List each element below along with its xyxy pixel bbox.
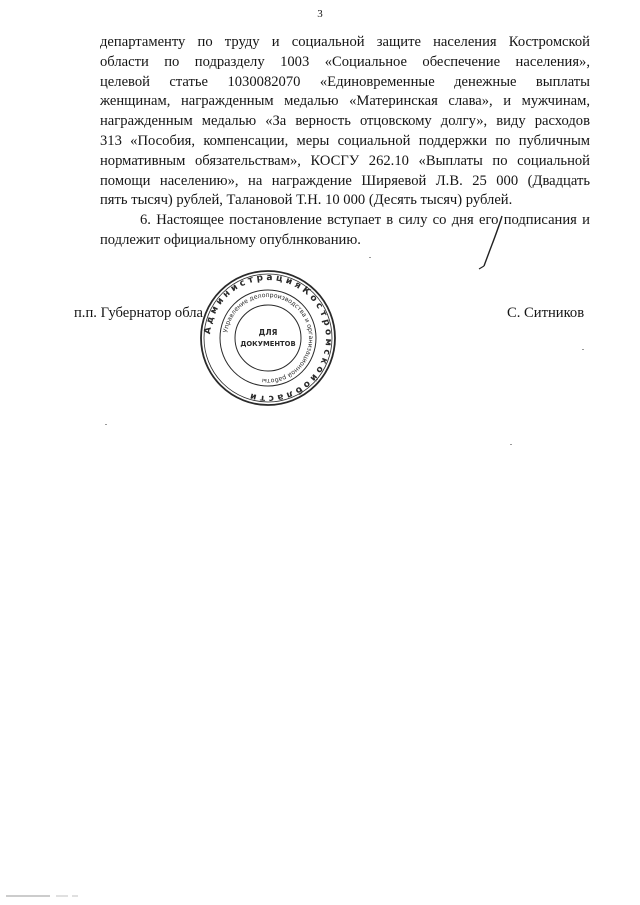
signatory-title: п.п. Губернатор обла bbox=[74, 305, 204, 321]
footer-scan-mark bbox=[6, 893, 86, 899]
body-line: 6. Настоящее постановление вступает в силу со дня его подписания и bbox=[140, 212, 590, 229]
seal-center-line1: ДЛЯ bbox=[258, 328, 278, 337]
body-line: награжденным медалью «За верность отцовскому долгу», виду расходов bbox=[100, 113, 590, 130]
body-line: целевой статье 1030082070 «Единовременные денежные выплаты bbox=[100, 73, 590, 90]
body-line: пять тысяч) рублей, Талановой Т.Н. 10 000 (Десять тысяч) рублей. bbox=[100, 192, 513, 209]
document-body bbox=[100, 33, 590, 251]
seal-center-line2: ДОКУМЕНТОВ bbox=[240, 340, 296, 348]
body-line: помощи населению», на награждение Ширяевой Л.В. 25 000 (Двадцать bbox=[100, 172, 590, 189]
page-number: 3 bbox=[317, 8, 323, 20]
scan-speck bbox=[369, 257, 371, 258]
body-line: женщинам, награжденным медалью «Материнская слава», и мужчинам, bbox=[100, 93, 590, 110]
body-line: подлежит официальному опублнкованию. bbox=[100, 231, 361, 248]
signatory-name: С. Ситников bbox=[507, 305, 585, 321]
seal-outer-text: А д м и н и с т р а ц и я К о с т р о м с к о й о б л а с т и bbox=[203, 272, 334, 404]
official-stamp-seal bbox=[198, 268, 338, 408]
body-line: нормативным обязательствам», КОСГУ 262.10 «Выплаты по социальной bbox=[100, 152, 590, 169]
body-line: области по подразделу 1003 «Социальное обеспечение населения», bbox=[100, 53, 590, 70]
scan-speck bbox=[582, 349, 584, 350]
body-line: 313 «Пособия, компенсации, меры социальной поддержки по публичным bbox=[100, 132, 590, 149]
handwritten-signature-stroke bbox=[470, 212, 510, 272]
scan-speck bbox=[510, 444, 512, 445]
scan-speck bbox=[105, 424, 107, 425]
seal-inner-text: Управление делопроизводства и организационной работы bbox=[222, 291, 315, 385]
body-line: департаменту по труду и социальной защите населения Костромской bbox=[100, 34, 590, 50]
